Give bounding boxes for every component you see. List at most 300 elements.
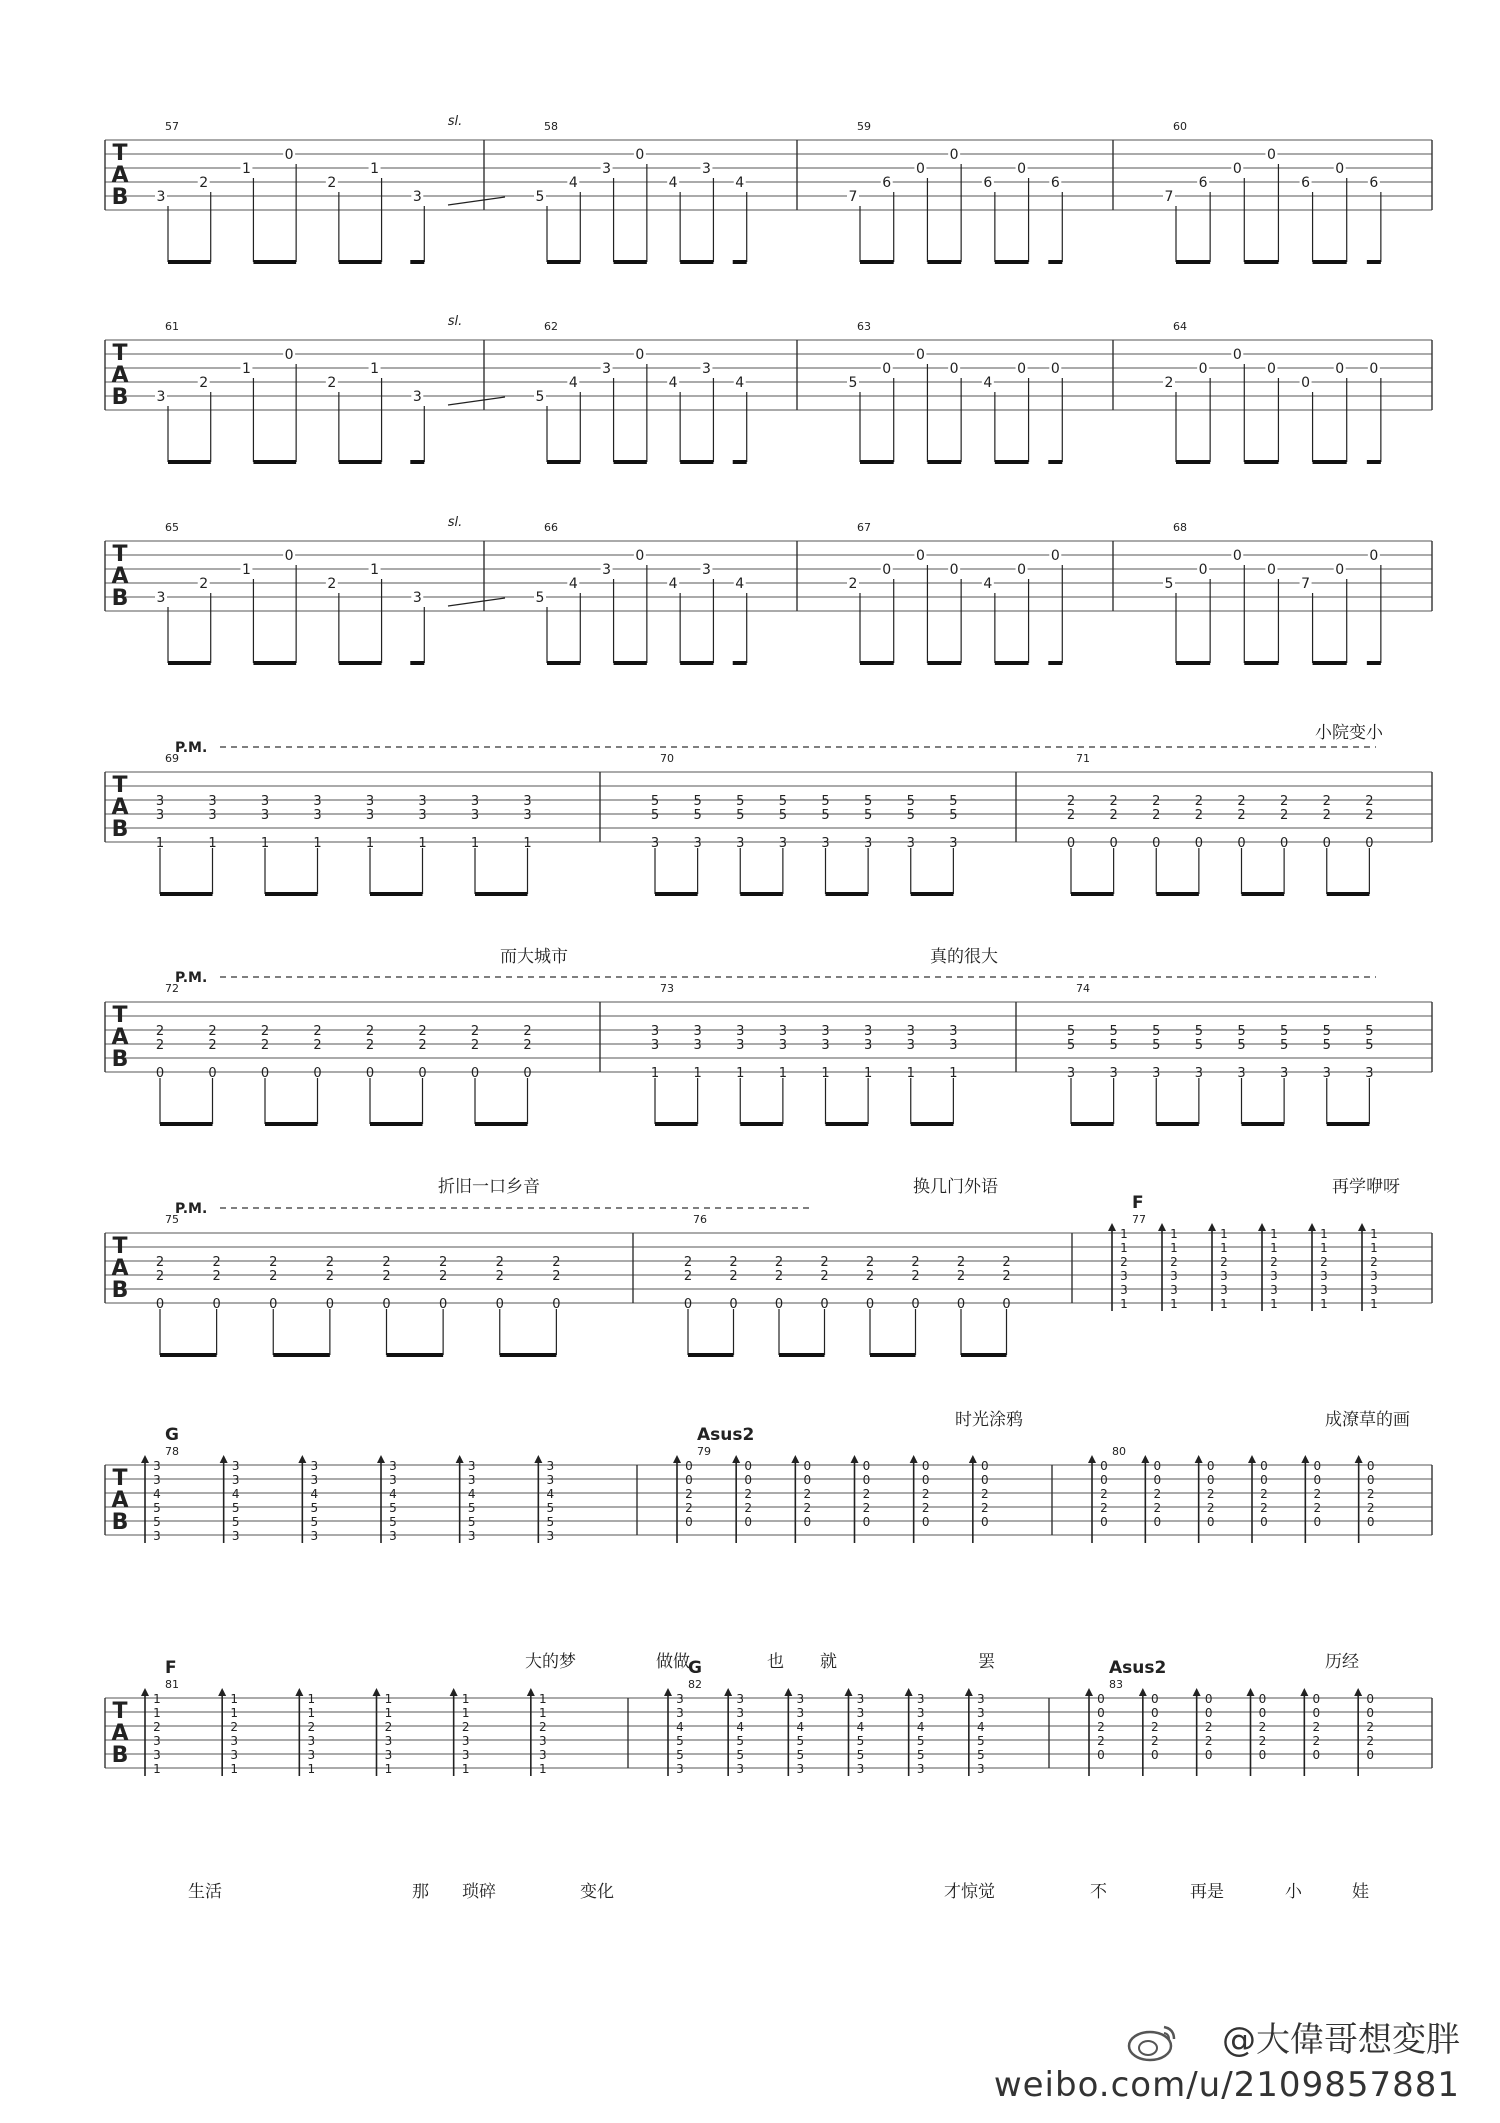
fret-number: 0	[1266, 147, 1276, 163]
fret-number: 2	[911, 1269, 920, 1284]
weibo-url: weibo.com/u/2109857881	[993, 2065, 1460, 2105]
fret-number: 2	[848, 576, 858, 592]
tab-clef-letter: T	[112, 141, 128, 166]
fret-number: 5	[856, 1748, 865, 1762]
fret-number: 3	[307, 1748, 316, 1762]
fret-number: 4	[796, 1720, 805, 1734]
measure-number: 65	[165, 521, 179, 534]
fret-number: 2	[1313, 1501, 1322, 1515]
fret-number: 3	[949, 1038, 958, 1053]
fret-number: 0	[882, 562, 892, 578]
tab-clef-letter: B	[111, 185, 129, 210]
fret-number: 1	[650, 1066, 660, 1081]
fret-number: 0	[1369, 361, 1379, 377]
lyric-text: 换几门外语	[913, 1177, 998, 1197]
fret-number: 4	[983, 375, 993, 391]
strum-arrowhead	[1208, 1223, 1216, 1231]
fret-number: 1	[1220, 1297, 1228, 1311]
fret-number: 3	[156, 389, 166, 405]
fret-number: 3	[310, 1459, 319, 1473]
fret-number: 0	[1279, 836, 1289, 851]
lyric-text: 历经	[1325, 1652, 1359, 1672]
fret-number: 3	[260, 794, 270, 809]
tab-clef-letter: A	[111, 163, 129, 188]
tab-clef-letter: T	[112, 1699, 128, 1724]
fret-number: 0	[1313, 1515, 1322, 1529]
strum-arrowhead	[527, 1688, 535, 1696]
fret-number: 1	[1120, 1241, 1128, 1255]
fret-number: 3	[736, 1038, 745, 1053]
fret-number: 3	[389, 1473, 397, 1487]
fret-number: 2	[1237, 794, 1246, 809]
fret-number: 0	[820, 1297, 829, 1312]
fret-number: 1	[241, 361, 251, 377]
lyric-text: 再是	[1190, 1882, 1224, 1902]
fret-number: 3	[1170, 1283, 1178, 1297]
fret-number: 0	[1258, 1706, 1267, 1720]
fret-number: 0	[523, 1066, 532, 1081]
fret-number: 0	[1258, 1692, 1267, 1706]
fret-number: 1	[1370, 1227, 1378, 1241]
slide-label: sl.	[447, 314, 463, 329]
fret-number: 4	[916, 1720, 925, 1734]
fret-number: 2	[865, 1269, 875, 1284]
measure-number: 58	[544, 120, 558, 133]
strum-arrowhead	[845, 1688, 853, 1696]
fret-number: 0	[744, 1473, 752, 1487]
fret-number: 0	[284, 548, 294, 564]
fret-number: 2	[1204, 1720, 1213, 1734]
fret-number: 2	[1313, 1487, 1322, 1501]
fret-number: 2	[418, 1024, 427, 1039]
fret-number: 2	[1170, 1255, 1178, 1269]
measure-number: 80	[1112, 1445, 1126, 1458]
strum-arrowhead	[969, 1455, 977, 1463]
fret-number: 1	[693, 1066, 702, 1081]
lyric-text: 才惊觉	[944, 1882, 995, 1902]
fret-number: 2	[1120, 1255, 1128, 1269]
fret-number: 4	[467, 1487, 476, 1501]
fret-number: 5	[1322, 1024, 1331, 1039]
fret-number: 3	[1370, 1269, 1378, 1283]
fret-number: 3	[418, 808, 427, 823]
fret-number: 4	[736, 1720, 744, 1734]
fret-number: 2	[230, 1720, 238, 1734]
fret-number: 2	[1002, 1255, 1011, 1270]
fret-number: 2	[1312, 1720, 1321, 1734]
strum-arrowhead	[1108, 1223, 1116, 1231]
fret-number: 1	[307, 1692, 316, 1706]
fret-number: 3	[539, 1734, 547, 1748]
fret-number: 3	[153, 1734, 161, 1748]
fret-number: 2	[495, 1255, 504, 1270]
lyric-text: 时光涂鸦	[955, 1410, 1023, 1430]
fret-number: 1	[1270, 1241, 1278, 1255]
fret-number: 1	[539, 1706, 547, 1720]
measure-number: 57	[165, 120, 179, 133]
fret-number: 2	[911, 1255, 920, 1270]
fret-number: 5	[736, 808, 745, 823]
tab-clef-letter: B	[111, 817, 129, 842]
fret-number: 2	[155, 1024, 165, 1039]
fret-number: 0	[1198, 361, 1208, 377]
slide-line	[448, 397, 505, 405]
fret-number: 1	[778, 1066, 788, 1081]
fret-number: 0	[365, 1066, 375, 1081]
fret-number: 5	[1109, 1038, 1118, 1053]
fret-number: 3	[156, 189, 166, 205]
fret-number: 2	[552, 1255, 561, 1270]
slide-line	[448, 598, 505, 606]
fret-number: 4	[735, 375, 745, 391]
fret-number: 2	[1100, 1487, 1108, 1501]
fret-number: 2	[1279, 794, 1289, 809]
fret-number: 2	[327, 175, 337, 191]
fret-number: 0	[1151, 1692, 1159, 1706]
fret-number: 0	[744, 1459, 752, 1473]
fret-number: 5	[650, 808, 660, 823]
fret-number: 1	[153, 1762, 161, 1776]
lyric-text: 而大城市	[500, 947, 568, 967]
fret-number: 1	[384, 1692, 393, 1706]
fret-number: 1	[370, 361, 380, 377]
fret-number: 3	[949, 1024, 958, 1039]
fret-number: 2	[418, 1038, 427, 1053]
fret-number: 3	[916, 1706, 925, 1720]
tab-clef-letter: T	[112, 341, 128, 366]
fret-number: 3	[153, 1473, 161, 1487]
measure-number: 67	[857, 521, 871, 534]
lyric-text: 就	[820, 1652, 837, 1672]
fret-number: 3	[365, 808, 375, 823]
fret-number: 3	[796, 1692, 805, 1706]
fret-number: 2	[820, 1255, 829, 1270]
fret-number: 0	[1206, 1515, 1215, 1529]
tab-clef-letter: T	[112, 1003, 128, 1028]
fret-number: 0	[1260, 1459, 1268, 1473]
chord-name: G	[165, 1425, 179, 1445]
fret-number: 5	[153, 1501, 161, 1515]
fret-number: 5	[1322, 1038, 1331, 1053]
fret-number: 1	[230, 1762, 238, 1776]
fret-number: 3	[384, 1748, 393, 1762]
fret-number: 3	[778, 1038, 788, 1053]
fret-number: 3	[693, 836, 702, 851]
fret-number: 2	[523, 1038, 532, 1053]
fret-number: 0	[1153, 1459, 1162, 1473]
fret-number: 0	[284, 347, 294, 363]
fret-number: 3	[1270, 1283, 1278, 1297]
fret-number: 3	[916, 1762, 925, 1776]
fret-number: 3	[523, 794, 532, 809]
fret-number: 1	[241, 161, 251, 177]
fret-number: 0	[1002, 1297, 1011, 1312]
fret-number: 3	[1220, 1283, 1228, 1297]
fret-number: 1	[307, 1706, 316, 1720]
fret-number: 2	[1279, 808, 1289, 823]
fret-number: 0	[1232, 161, 1242, 177]
fret-number: 3	[676, 1692, 684, 1706]
fret-number: 0	[685, 1459, 693, 1473]
fret-number: 0	[418, 1066, 427, 1081]
fret-number: 2	[1270, 1255, 1278, 1269]
fret-number: 5	[977, 1748, 985, 1762]
tab-clef-letter: A	[111, 564, 129, 589]
fret-number: 5	[650, 794, 660, 809]
fret-number: 3	[778, 1024, 788, 1039]
fret-number: 5	[231, 1515, 240, 1529]
measure-number: 66	[544, 521, 558, 534]
fret-number: 4	[735, 175, 745, 191]
fret-number: 5	[1164, 576, 1174, 592]
fret-number: 5	[916, 1748, 925, 1762]
fret-number: 1	[230, 1692, 238, 1706]
fret-number: 0	[1204, 1748, 1213, 1762]
tab-clef-letter: B	[111, 1510, 129, 1535]
fret-number: 2	[774, 1269, 784, 1284]
fret-number: 2	[1237, 808, 1246, 823]
fret-number: 0	[1151, 1706, 1159, 1720]
fret-number: 3	[467, 1529, 476, 1543]
fret-number: 3	[412, 189, 422, 205]
fret-number: 0	[744, 1515, 752, 1529]
fret-number: 3	[546, 1529, 555, 1543]
fret-number: 2	[269, 1255, 278, 1270]
fret-number: 5	[848, 375, 858, 391]
fret-number: 0	[949, 361, 959, 377]
fret-number: 3	[676, 1762, 684, 1776]
fret-number: 1	[370, 562, 380, 578]
fret-number: 2	[461, 1720, 470, 1734]
measure-number: 61	[165, 320, 179, 333]
fret-number: 3	[821, 1024, 830, 1039]
fret-number: 2	[1153, 1501, 1162, 1515]
fret-number: 5	[693, 808, 702, 823]
fret-number: 3	[467, 1459, 476, 1473]
fret-number: 3	[1279, 1066, 1289, 1081]
fret-number: 1	[523, 836, 532, 851]
fret-number: 4	[668, 576, 678, 592]
strum-arrowhead	[1247, 1688, 1255, 1696]
strum-arrowhead	[1355, 1455, 1363, 1463]
fret-number: 5	[1152, 1024, 1161, 1039]
fret-number: 2	[382, 1269, 391, 1284]
fret-number: 2	[313, 1038, 322, 1053]
strum-arrowhead	[141, 1688, 149, 1696]
fret-number: 2	[803, 1487, 812, 1501]
fret-number: 6	[983, 175, 993, 191]
fret-number: 4	[310, 1487, 319, 1501]
fret-number: 3	[156, 590, 166, 606]
measure-number: 59	[857, 120, 871, 133]
fret-number: 0	[1151, 1748, 1159, 1762]
fret-number: 3	[153, 1459, 161, 1473]
strum-arrowhead	[1308, 1223, 1316, 1231]
fret-number: 4	[856, 1720, 865, 1734]
fret-number: 3	[310, 1473, 319, 1487]
fret-number: 1	[1170, 1241, 1178, 1255]
fret-number: 3	[1220, 1269, 1228, 1283]
measure-number: 73	[660, 982, 674, 995]
fret-number: 5	[916, 1734, 925, 1748]
fret-number: 2	[862, 1501, 871, 1515]
fret-number: 2	[729, 1269, 738, 1284]
fret-number: 3	[736, 1024, 745, 1039]
strum-arrowhead	[1354, 1688, 1362, 1696]
strum-arrowhead	[220, 1455, 228, 1463]
fret-number: 4	[568, 175, 578, 191]
fret-number: 4	[668, 175, 678, 191]
fret-number: 2	[552, 1269, 561, 1284]
fret-number: 2	[153, 1720, 161, 1734]
fret-number: 2	[956, 1255, 966, 1270]
fret-number: 2	[365, 1024, 375, 1039]
fret-number: 4	[568, 576, 578, 592]
fret-number: 0	[1153, 1515, 1162, 1529]
measure-number: 71	[1076, 752, 1090, 765]
measure-number: 63	[857, 320, 871, 333]
fret-number: 3	[906, 836, 915, 851]
fret-number: 1	[1320, 1297, 1328, 1311]
tab-clef-letter: A	[111, 1256, 129, 1281]
fret-number: 1	[384, 1762, 393, 1776]
fret-number: 0	[1366, 1473, 1375, 1487]
fret-number: 0	[1366, 1459, 1375, 1473]
lyric-text: 不	[1090, 1882, 1107, 1902]
fret-number: 2	[470, 1038, 480, 1053]
fret-number: 7	[1164, 189, 1174, 205]
fret-number: 3	[412, 389, 422, 405]
fret-number: 2	[1260, 1487, 1268, 1501]
fret-number: 2	[1097, 1720, 1105, 1734]
fret-number: 0	[915, 161, 925, 177]
fret-number: 4	[389, 1487, 397, 1501]
slide-label: sl.	[447, 114, 463, 129]
fret-number: 2	[470, 1024, 480, 1039]
palm-mute-label: P.M.	[175, 1201, 208, 1217]
fret-number: 2	[1206, 1501, 1215, 1515]
fret-number: 0	[1206, 1459, 1215, 1473]
fret-number: 2	[744, 1487, 752, 1501]
fret-number: 0	[803, 1473, 812, 1487]
strum-arrowhead	[1139, 1688, 1147, 1696]
fret-number: 0	[729, 1297, 738, 1312]
weibo-handle: @大偉哥想変胖	[1222, 2020, 1460, 2060]
fret-number: 3	[231, 1459, 240, 1473]
chord-name: F	[165, 1658, 177, 1678]
fret-number: 3	[701, 361, 711, 377]
strum-arrowhead	[724, 1688, 732, 1696]
measure-number: 75	[165, 1213, 179, 1226]
fret-number: 5	[535, 590, 545, 606]
fret-number: 2	[1194, 794, 1204, 809]
fret-number: 0	[1366, 1692, 1374, 1706]
strum-arrowhead	[1248, 1455, 1256, 1463]
fret-number: 0	[438, 1297, 448, 1312]
fret-number: 2	[1366, 1501, 1375, 1515]
chord-name: Asus2	[1109, 1658, 1167, 1678]
tab-clef-letter: B	[111, 385, 129, 410]
fret-number: 0	[635, 147, 645, 163]
fret-number: 6	[1301, 175, 1311, 191]
fret-number: 3	[736, 1762, 744, 1776]
strum-arrowhead	[910, 1455, 918, 1463]
measure-number: 77	[1132, 1213, 1146, 1226]
fret-number: 0	[1097, 1692, 1105, 1706]
fret-number: 4	[231, 1487, 240, 1501]
tab-clef-letter: T	[112, 773, 128, 798]
fret-number: 2	[208, 1038, 217, 1053]
fret-number: 0	[921, 1515, 930, 1529]
fret-number: 2	[438, 1255, 448, 1270]
fret-number: 3	[856, 1762, 865, 1776]
fret-number: 5	[1066, 1024, 1076, 1039]
fret-number: 2	[325, 1255, 335, 1270]
fret-number: 3	[1270, 1269, 1278, 1283]
fret-number: 3	[701, 161, 711, 177]
fret-number: 1	[307, 1762, 316, 1776]
fret-number: 0	[1313, 1473, 1322, 1487]
fret-number: 3	[155, 808, 165, 823]
fret-number: 0	[981, 1473, 989, 1487]
fret-number: 3	[602, 161, 612, 177]
fret-number: 5	[796, 1734, 805, 1748]
fret-number: 0	[1100, 1459, 1108, 1473]
measure-number: 81	[165, 1678, 179, 1691]
fret-number: 0	[1335, 361, 1345, 377]
fret-number: 3	[916, 1692, 925, 1706]
fret-number: 5	[1279, 1024, 1289, 1039]
measure-number: 78	[165, 1445, 179, 1458]
strum-arrowhead	[851, 1455, 859, 1463]
fret-number: 2	[803, 1501, 812, 1515]
fret-number: 3	[977, 1762, 985, 1776]
fret-number: 0	[1097, 1748, 1105, 1762]
strum-arrowhead	[1300, 1688, 1308, 1696]
fret-number: 2	[269, 1269, 278, 1284]
tab-clef-letter: T	[112, 542, 128, 567]
fret-number: 2	[685, 1501, 693, 1515]
fret-number: 0	[1322, 836, 1331, 851]
fret-number: 0	[803, 1459, 812, 1473]
fret-number: 5	[821, 794, 830, 809]
fret-number: 5	[1365, 1024, 1374, 1039]
strum-arrowhead	[1358, 1223, 1366, 1231]
fret-number: 3	[1322, 1066, 1331, 1081]
fret-number: 0	[313, 1066, 322, 1081]
fret-number: 3	[693, 1024, 702, 1039]
fret-number: 2	[199, 576, 209, 592]
fret-number: 1	[153, 1706, 161, 1720]
fret-number: 1	[313, 836, 322, 851]
fret-number: 0	[1066, 836, 1076, 851]
fret-number: 2	[199, 375, 209, 391]
fret-number: 3	[231, 1473, 240, 1487]
lyric-text: 那	[412, 1882, 429, 1902]
strum-arrowhead	[450, 1688, 458, 1696]
fret-number: 3	[650, 836, 660, 851]
fret-number: 3	[650, 1024, 660, 1039]
strum-arrowhead	[377, 1455, 385, 1463]
measure-number: 74	[1076, 982, 1090, 995]
fret-number: 3	[208, 808, 217, 823]
fret-number: 0	[862, 1459, 871, 1473]
fret-number: 3	[1152, 1066, 1161, 1081]
fret-number: 1	[906, 1066, 915, 1081]
fret-number: 0	[155, 1297, 165, 1312]
fret-number: 2	[523, 1024, 532, 1039]
fret-number: 2	[1366, 1487, 1375, 1501]
